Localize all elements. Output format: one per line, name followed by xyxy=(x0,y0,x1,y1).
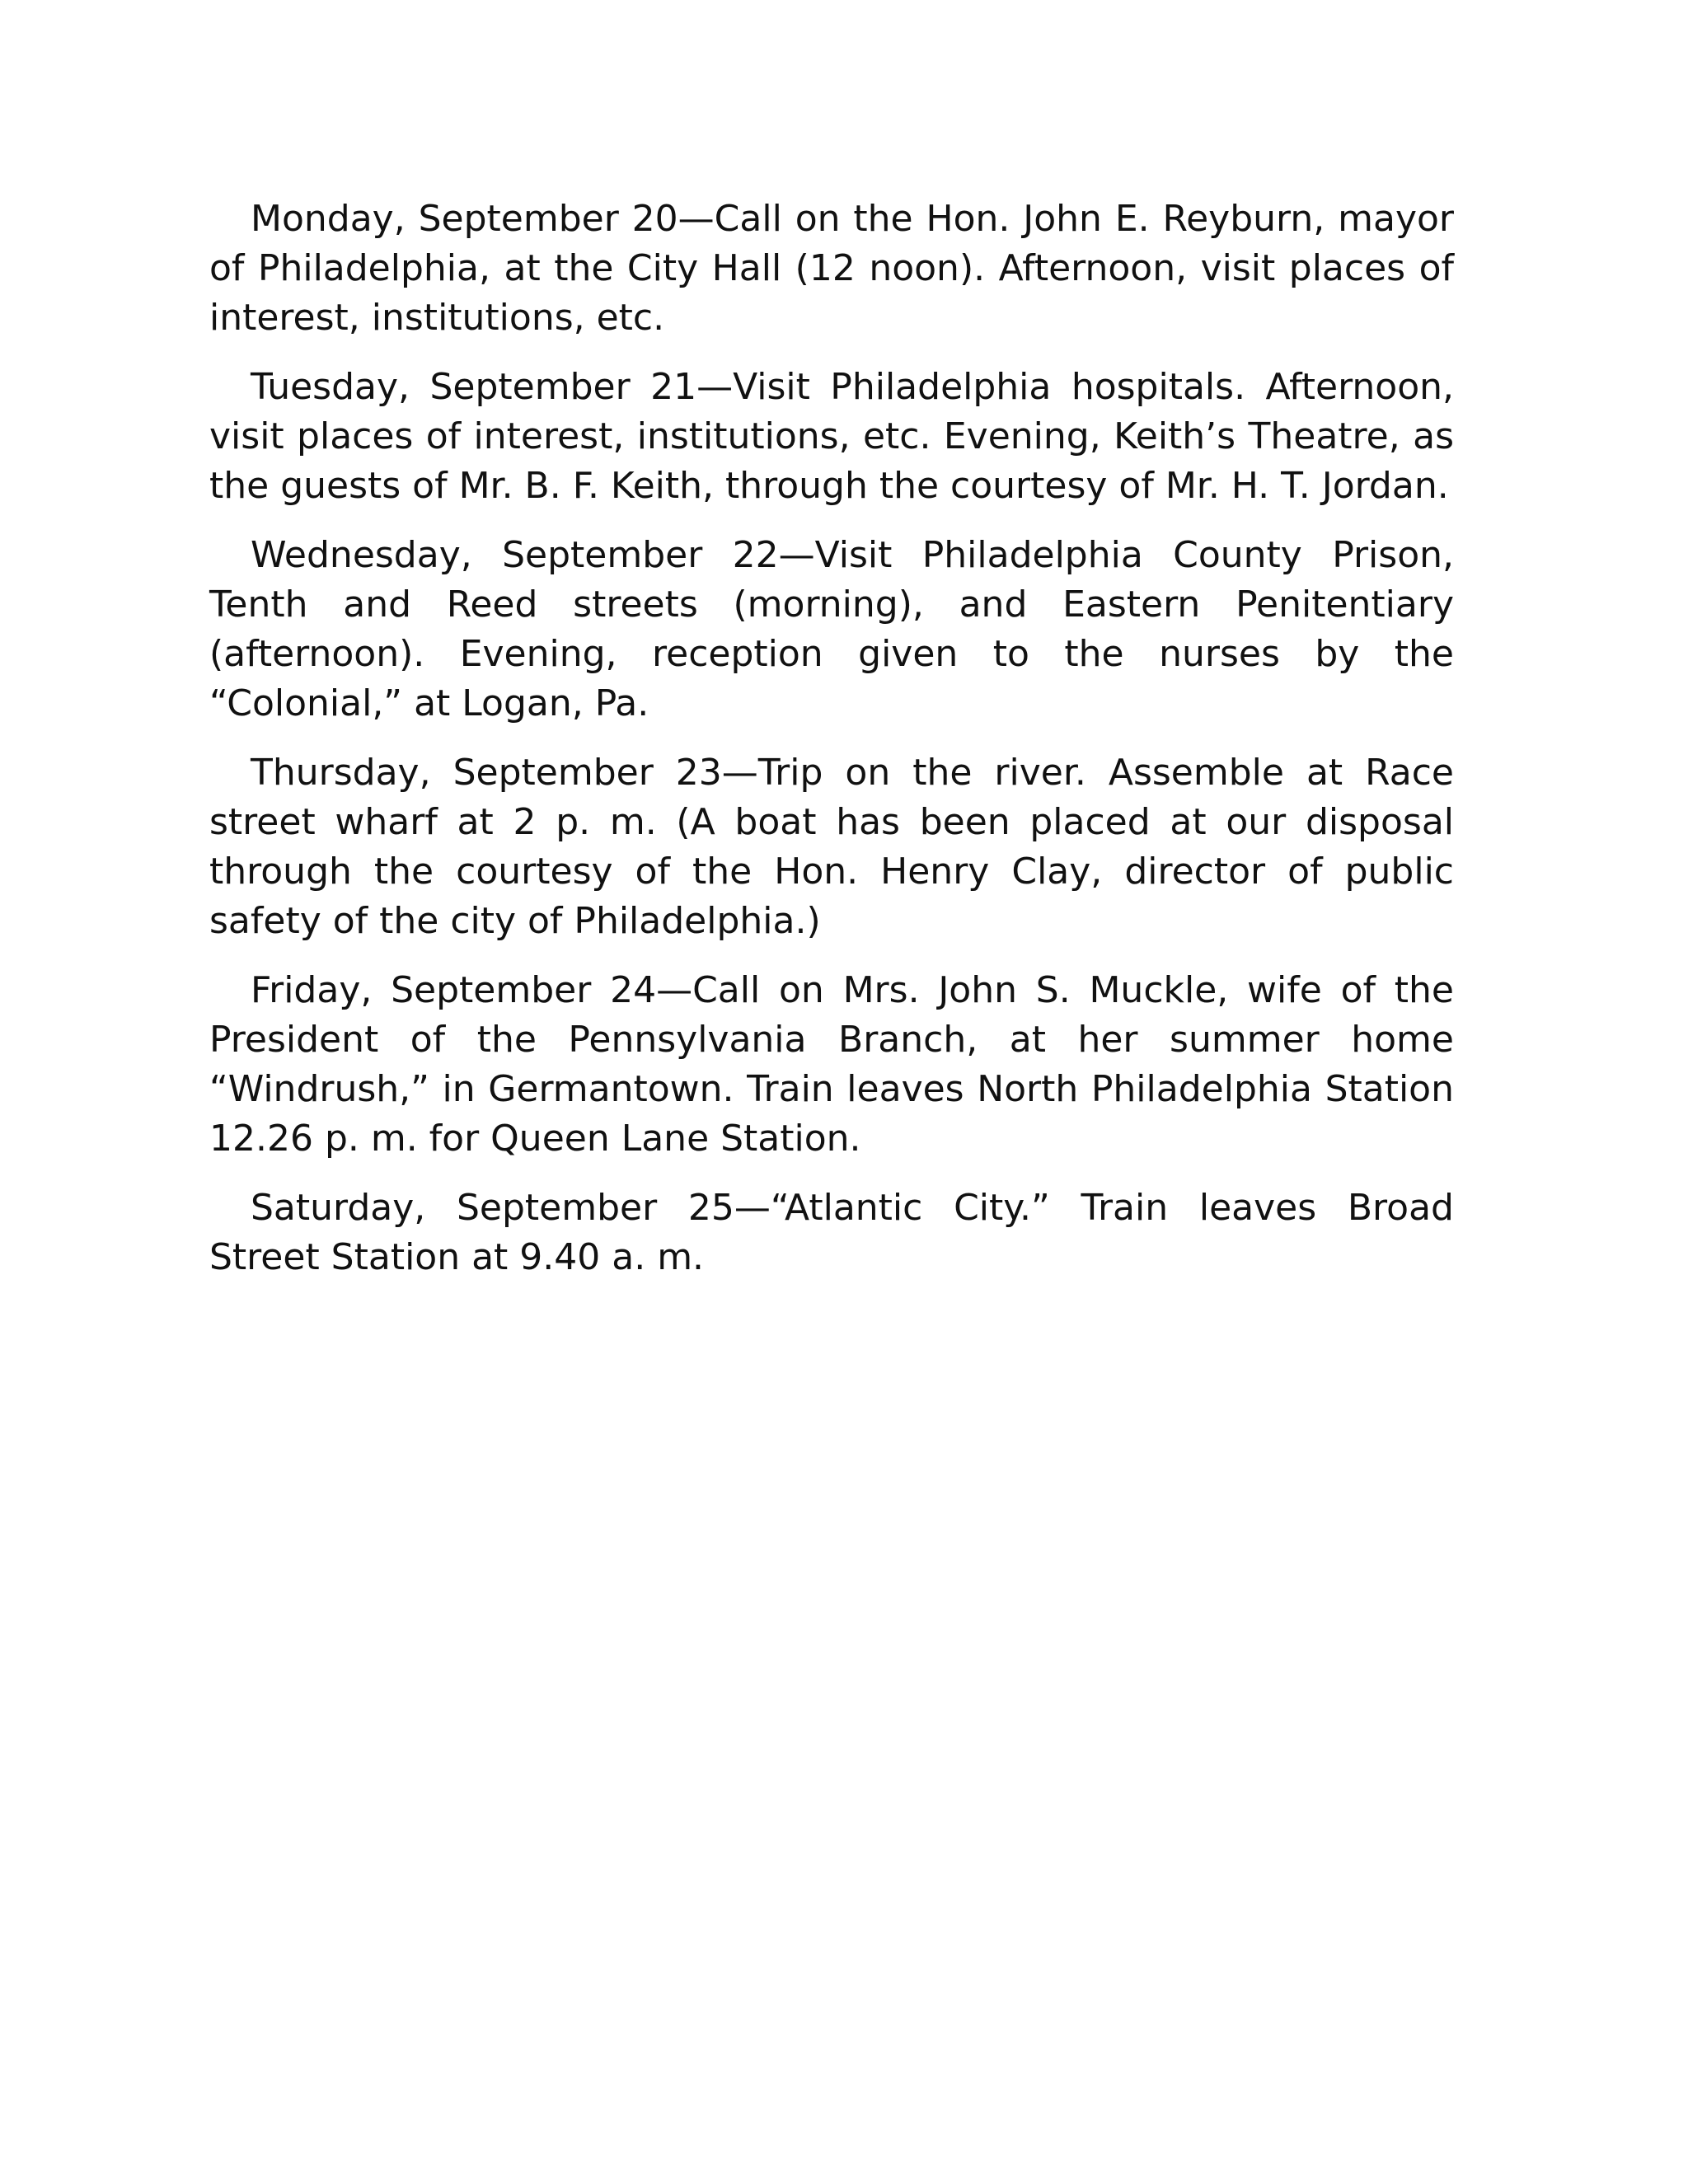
itinerary-entry-monday: Monday, September 20—Call on the Hon. John E. Reyburn, mayor of Philadelphia, at the City Hall (12 noon). Afternoon, visit places of interest, institutions, etc. xyxy=(209,198,1454,339)
itinerary-entry-tuesday: Tuesday, September 21—Visit Philadelphia hospitals. Afternoon, visit places of interest, institutions, etc. Evening, Keith’s Theatre, as the guests of Mr. B. F. Keith, through the courtesy of Mr. H. T. Jordan. xyxy=(209,366,1454,507)
itinerary-entry-thursday: Thursday, September 23—Trip on the river. Assemble at Race street wharf at 2 p. m. (A boat has been placed at our disposal through the courtesy of the Hon. Henry Clay, director of public safety of the city of Philadelphia.) xyxy=(209,752,1454,942)
itinerary-entry-saturday: Saturday, September 25—“Atlantic City.” Train leaves Broad Street Station at 9.40 a. m. xyxy=(209,1187,1454,1278)
itinerary-entry-friday: Friday, September 24—Call on Mrs. John S. Muckle, wife of the President of the Pennsylvania Branch, at her summer home “Windrush,” in Germantown. Train leaves North Philadelphia Station 12.26 p. m. for Queen Lane Station. xyxy=(209,969,1454,1160)
itinerary-text xyxy=(209,194,1454,1302)
itinerary-entry-wednesday: Wednesday, September 22—Visit Philadelphia County Prison, Tenth and Reed streets (morning), and Eastern Penitentiary (afternoon). Evening, reception given to the nurses by the “Colonial,” at Logan, Pa. xyxy=(209,534,1454,724)
